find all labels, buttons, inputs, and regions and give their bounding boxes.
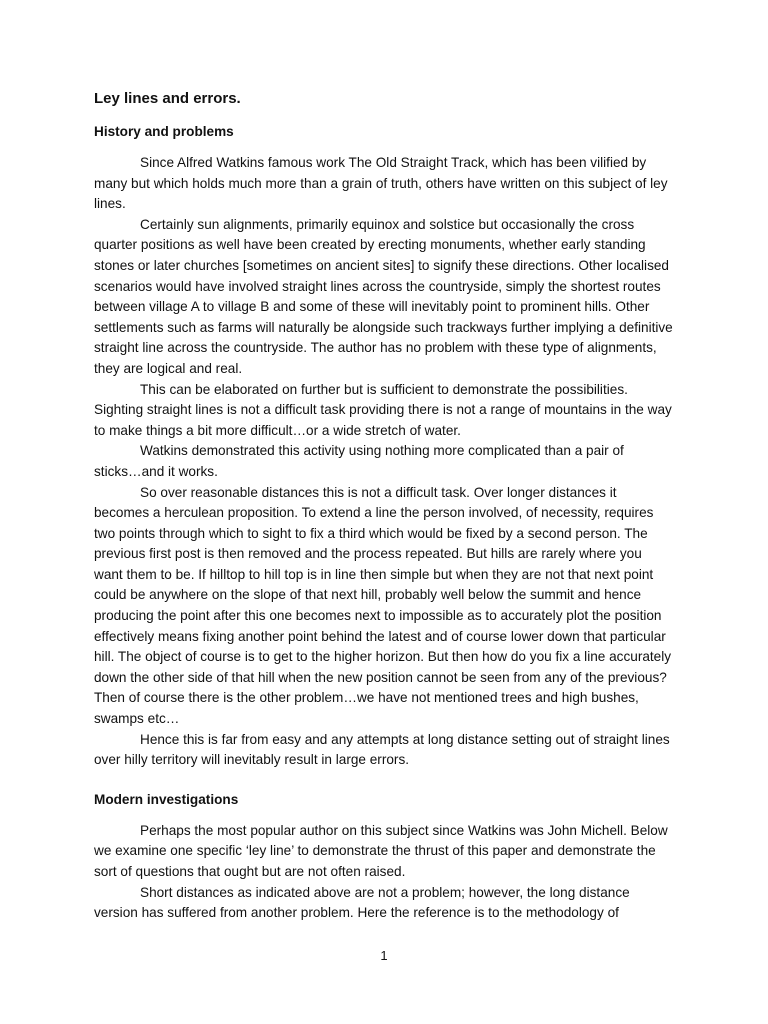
section-heading-history: History and problems: [94, 124, 234, 139]
paragraph: Short distances as indicated above are not a problem; however, the long distance version has suffered from another problem. Here the reference is to the methodology of: [94, 884, 630, 921]
document-body: [94, 88, 674, 924]
paragraph: So over reasonable distances this is not a difficult task. Over longer distances it becomes a herculean proposition. To extend a line the person involved, of necessity, requires two points through which to sight to fix a third which would be fixed by a second person. The previous first post is then removed and the process repeated. But hills are rarely where you want them to be. If hilltop to hill top is in line then simple but when they are not that next point could be anywhere on the slope of that next hill, probably well below the summit and hence producing the point after this one becomes next to impossible as to accurately plot the position effectively means fixing another point behind the latest and of course lower down that particular hill. The object of course is to get to the higher horizon. But then how do you fix a line accurately down the other side of that hill when the new position cannot be seen from any of the previous? Then of course there is the other problem…we have not mentioned trees and high bushes, swamps etc…: [94, 484, 672, 727]
paragraph: Perhaps the most popular author on this subject since Watkins was John Michell. Below we examine one specific ‘ley line’ to demonstrate the thrust of this paper and demonstrate the sort of questions that ought but are not often raised.: [94, 822, 668, 879]
paragraph: Certainly sun alignments, primarily equinox and solstice but occasionally the cross quarter positions as well have been created by erecting monuments, whether early standing stones or later churches [sometimes on ancient sites] to signify these directions. Other localised scenarios would have involved straight lines across the countryside, simply the shortest routes between village A to village B and some of these will inevitably point to prominent hills. Other settlements such as farms will naturally be alongside such trackways further implying a definitive straight line across the countryside. The author has no problem with these type of alignments, they are logical and real.: [94, 216, 673, 376]
document-title: Ley lines and errors.: [94, 90, 241, 107]
page-number: 1: [380, 948, 388, 963]
paragraph: Since Alfred Watkins famous work The Old Straight Track, which has been vilified by many but which holds much more than a grain of truth, others have written on this subject of ley lines.: [94, 155, 668, 212]
paragraph: Watkins demonstrated this activity using nothing more complicated than a pair of sticks…and it works.: [94, 443, 624, 479]
section-modern: [94, 790, 674, 924]
paragraph: This can be elaborated on further but is sufficient to demonstrate the possibilities. Sighting straight lines is not a difficult task providing there is not a range of mountains in the way to make things a bit more difficult…or a wide stretch of water.: [94, 381, 672, 438]
section-heading-modern: Modern investigations: [94, 791, 239, 807]
section-history: [94, 122, 674, 771]
paragraph: Hence this is far from easy and any attempts at long distance setting out of straight lines over hilly territory will inevitably result in large errors.: [94, 731, 670, 768]
